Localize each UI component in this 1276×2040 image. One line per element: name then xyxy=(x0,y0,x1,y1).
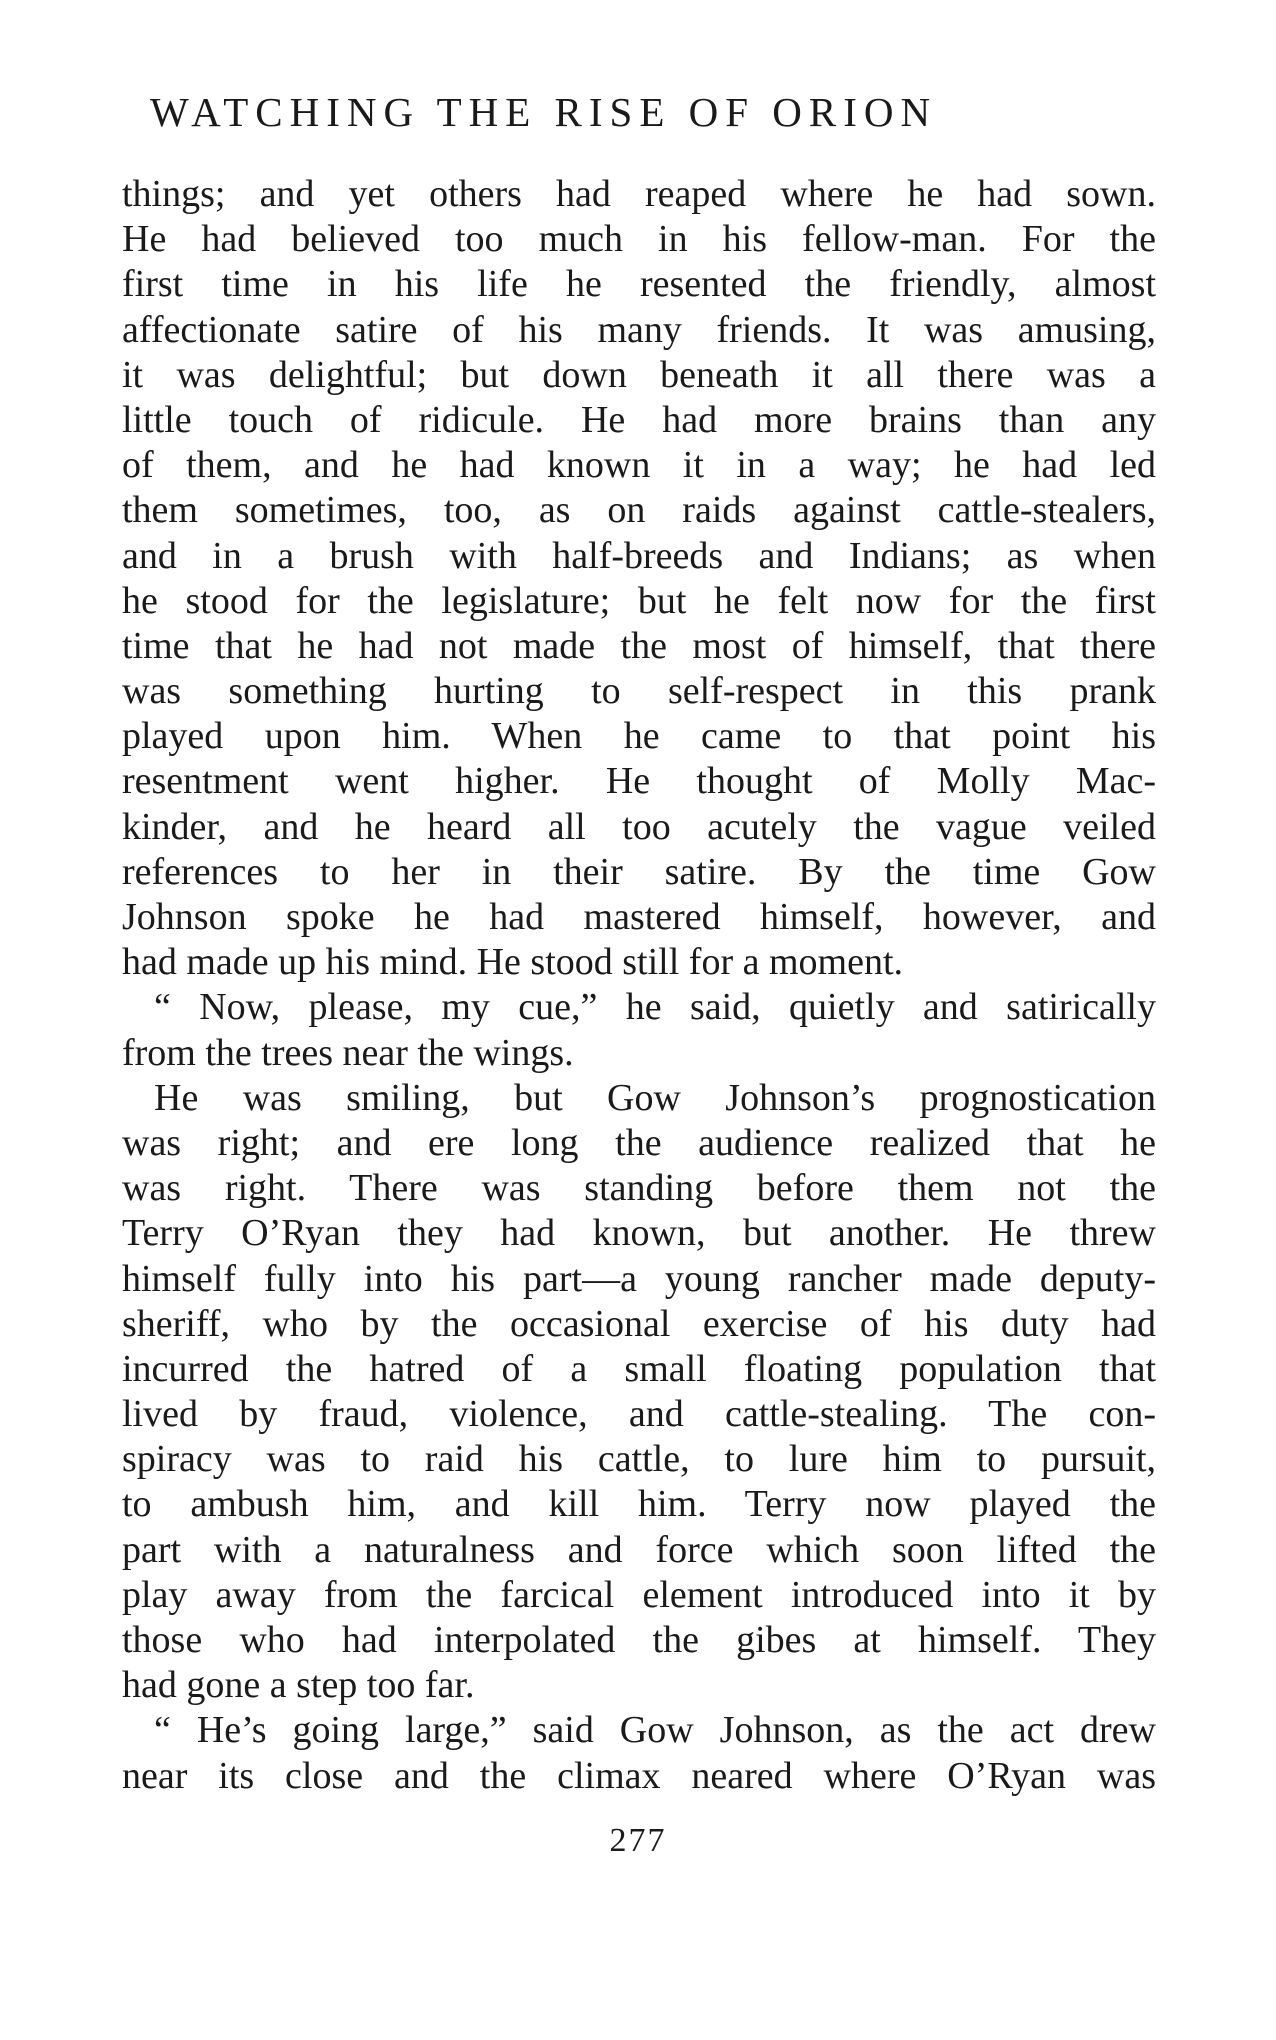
text-line: resentment went higher. He thought of Molly Mac- xyxy=(122,760,1156,803)
text-line: played upon him. When he came to that point his xyxy=(122,715,1156,758)
text-line: and in a brush with half-breeds and Indians; as when xyxy=(122,534,1156,577)
text-line: those who had interpolated the gibes at himself. They xyxy=(122,1619,1156,1661)
text-line: first time in his life he resented the friendly, almost xyxy=(122,263,1156,306)
text-line: near its close and the climax neared where O’Ryan was xyxy=(122,1754,1156,1797)
text-line: things; and yet others had reaped where he had sown. xyxy=(122,173,1156,215)
text-line: had made up his mind. He stood still for a moment. xyxy=(122,941,904,984)
text-line: kinder, and he heard all too acutely the vague veiled xyxy=(122,805,1156,848)
text-line: to ambush him, and kill him. Terry now played the xyxy=(122,1483,1156,1526)
text-line: play away from the farcical element introduced into it by xyxy=(122,1573,1156,1616)
text-line: “ Now, please, my cue,” he said, quietly and satirically xyxy=(154,986,1156,1029)
running-head: WATCHING THE RISE OF ORION xyxy=(150,89,938,135)
text-line: it was delightful; but down beneath it all there was a xyxy=(122,353,1156,396)
text-line: was something hurting to self-respect in this prank xyxy=(122,670,1156,713)
page-number: 277 xyxy=(609,1822,667,1859)
text-line: of them, and he had known it in a way; he had led xyxy=(122,444,1156,487)
text-line: time that he had not made the most of himself, that there xyxy=(122,624,1156,667)
text-line: had gone a step too far. xyxy=(122,1664,475,1707)
text-line: little touch of ridicule. He had more brains than any xyxy=(122,398,1156,441)
text-line: incurred the hatred of a small floating population that xyxy=(122,1347,1156,1390)
text-line: He was smiling, but Gow Johnson’s prognostication xyxy=(154,1076,1156,1119)
text-line: them sometimes, too, as on raids against cattle-stealers, xyxy=(122,489,1156,532)
text-line: from the trees near the wings. xyxy=(122,1031,574,1074)
text-line: “ He’s going large,” said Gow Johnson, as the act drew xyxy=(154,1709,1156,1752)
text-line: part with a naturalness and force which soon lifted the xyxy=(122,1528,1156,1571)
text-line: was right. There was standing before them not the xyxy=(122,1167,1156,1210)
text-line: he stood for the legislature; but he felt now for the first xyxy=(122,579,1156,622)
text-line: sheriff, who by the occasional exercise of his duty had xyxy=(122,1302,1156,1345)
body-text xyxy=(122,172,1156,1799)
text-line: was right; and ere long the audience realized that he xyxy=(122,1121,1156,1164)
text-line: spiracy was to raid his cattle, to lure him to pursuit, xyxy=(122,1438,1156,1481)
text-line: references to her in their satire. By the time Gow xyxy=(122,850,1156,893)
text-line: Johnson spoke he had mastered himself, however, and xyxy=(122,896,1156,938)
text-line: himself fully into his part—a young rancher made deputy- xyxy=(122,1257,1156,1300)
text-line: lived by fraud, violence, and cattle-stealing. The con- xyxy=(122,1393,1156,1436)
text-line: Terry O’Ryan they had known, but another. He threw xyxy=(122,1212,1156,1255)
text-line: affectionate satire of his many friends. It was amusing, xyxy=(122,308,1156,351)
text-line: He had believed too much in his fellow-man. For the xyxy=(122,218,1156,261)
